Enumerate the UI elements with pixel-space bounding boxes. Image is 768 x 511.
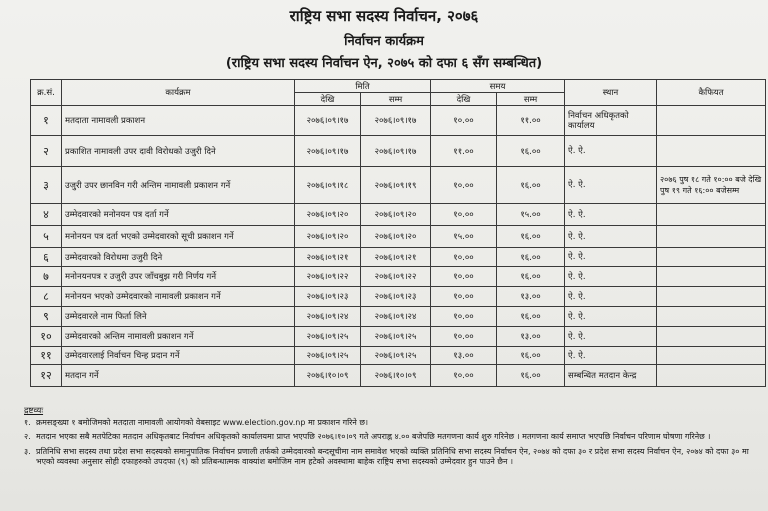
note-item: [24, 447, 764, 468]
row-date-to: २०७६।०९।१९: [361, 167, 431, 204]
row-remarks: [657, 307, 766, 327]
row-time-from: १०.००: [431, 267, 497, 287]
table-row: [31, 327, 766, 347]
row-program: उम्मेदवारको विरोधमा उजुरी दिने: [62, 248, 295, 267]
row-place: निर्वाचन अधिकृतको कार्यालय: [565, 106, 657, 136]
row-place: सम्बन्धित मतदान केन्द्र: [565, 365, 657, 387]
table-row: [31, 267, 766, 287]
table-header-row: [31, 80, 766, 93]
row-time-to: १६.००: [497, 307, 565, 327]
row-sn: १२: [31, 365, 62, 387]
row-time-to: १३.००: [497, 287, 565, 307]
row-remarks: [657, 267, 766, 287]
header-date: मिति: [295, 80, 431, 93]
row-date-to: २०७६।०९।२२: [361, 267, 431, 287]
row-sn: ८: [31, 287, 62, 307]
row-place: ऐ. ऐ.: [565, 347, 657, 365]
table-row: [31, 347, 766, 365]
row-remarks: [657, 327, 766, 347]
row-date-from: २०७६।०९।२०: [295, 204, 361, 226]
row-date-from: २०७६।०९।२५: [295, 327, 361, 347]
row-place: ऐ. ऐ.: [565, 307, 657, 327]
row-time-from: १०.००: [431, 204, 497, 226]
row-program: मतदाता नामावली प्रकाशन: [62, 106, 295, 136]
row-sn: ३: [31, 167, 62, 204]
row-place: ऐ. ऐ.: [565, 167, 657, 204]
header-time: समय: [431, 80, 565, 93]
row-sn: ७: [31, 267, 62, 287]
header-sn: क्र.सं.: [31, 80, 62, 106]
table-row: [31, 226, 766, 248]
row-place: ऐ. ऐ.: [565, 248, 657, 267]
row-date-to: २०७६।०९।२५: [361, 327, 431, 347]
row-program: मनोनयन भएको उम्मेदवारको नामावली प्रकाशन गर्ने: [62, 287, 295, 307]
row-place: ऐ. ऐ.: [565, 327, 657, 347]
row-remarks: [657, 226, 766, 248]
header-date-from: देखि: [295, 93, 361, 106]
row-date-to: २०७६।०९।१७: [361, 106, 431, 136]
note-text: प्रतिनिधि सभा सदस्य तथा प्रदेश सभा सदस्यको समानुपातिक निर्वाचन प्रणाली तर्फको उम्मेदवारको बन्दसूचीमा नाम समावेश भएको व्यक्ति प्रतिनिधि सभा सदस्य निर्वाचन ऐन, २०७४ को दफा ३० र प्रदेश सभा सदस्य निर्वाचन ऐन, २०७४ को दफा ३० मा भएको व्यवस्था अनुसार सोही दफाहरुको उपदफा (९) को प्रतिबन्धात्मक वाक्यांश बमोजिम नाम हटेको अवस्थामा बाहेक राष्ट्रिय सभा सदस्यको उम्मेदवार हुन पाउने छैन ।: [36, 446, 749, 466]
header-time-to: सम्म: [497, 93, 565, 106]
row-program: उजुरी उपर छानविन गरी अन्तिम नामावली प्रकाशन गर्ने: [62, 167, 295, 204]
row-date-from: २०७६।०९।२५: [295, 347, 361, 365]
row-remarks: [657, 106, 766, 136]
notes-heading: द्रष्टव्यः: [24, 406, 44, 416]
note-text: क्रमसङ्ख्या १ बमोजिमको मतदाता नामावली आयोगको वेबसाइट www.election.gov.np मा प्रकाशन गरिने छ।: [36, 417, 369, 427]
note-number: ३.: [24, 446, 31, 456]
table-row: [31, 365, 766, 387]
row-sn: ५: [31, 226, 62, 248]
table-row: [31, 167, 766, 204]
table-row: [31, 106, 766, 136]
table-row: [31, 287, 766, 307]
row-sn: ११: [31, 347, 62, 365]
row-time-to: १६.००: [497, 167, 565, 204]
row-date-from: २०७६।०९।१८: [295, 167, 361, 204]
table-row: [31, 307, 766, 327]
row-time-from: १५.००: [431, 226, 497, 248]
row-sn: ४: [31, 204, 62, 226]
row-time-to: ११.००: [497, 106, 565, 136]
header-date-to: सम्म: [361, 93, 431, 106]
row-date-to: २०७६।०९।२१: [361, 248, 431, 267]
header-time-from: देखि: [431, 93, 497, 106]
row-time-from: १३.००: [431, 347, 497, 365]
row-program: उम्मेदवारलाई निर्वाचन चिन्ह प्रदान गर्ने: [62, 347, 295, 365]
row-remarks: [657, 287, 766, 307]
row-remarks: [657, 248, 766, 267]
row-date-to: २०७६।१०।०९: [361, 365, 431, 387]
header-remarks: कैफियत: [657, 80, 766, 106]
row-time-from: १०.००: [431, 287, 497, 307]
row-time-to: १६.००: [497, 347, 565, 365]
note-item: [24, 418, 764, 429]
row-time-to: १६.००: [497, 365, 565, 387]
header-place: स्थान: [565, 80, 657, 106]
legal-reference: (राष्ट्रिय सभा सदस्य निर्वाचन ऐन, २०७५ को दफा ६ सँग सम्बन्धित): [225, 56, 543, 71]
page-title: राष्ट्रिय सभा सदस्य निर्वाचन, २०७६: [289, 7, 479, 25]
row-date-to: २०७६।०९।२०: [361, 226, 431, 248]
row-program: उम्मेदवारले नाम फिर्ता लिने: [62, 307, 295, 327]
row-remarks: [657, 136, 766, 167]
note-text: मतदान भएका सबै मतपेटिका मतदान अधिकृतबाट निर्वाचन अधिकृतको कार्यालयमा प्राप्त भएपछि २०७६।१०।०९ गते अपराह्न ४.०० बजेपछि मतगणना कार्य शुरु गरिनेछ । मतगणना कार्य समाप्त भएपछि निर्वाचन परिणाम घोषणा गरिनेछ ।: [36, 432, 711, 441]
row-place: ऐ. ऐ.: [565, 226, 657, 248]
row-program: उम्मेदवारको अन्तिम नामावली प्रकाशन गर्ने: [62, 327, 295, 347]
row-program: मतदान गर्ने: [62, 365, 295, 387]
notes-section: [24, 406, 764, 472]
row-date-from: २०७६।०९।१७: [295, 136, 361, 167]
row-time-from: १०.००: [431, 365, 497, 387]
page-subtitle: निर्वाचन कार्यक्रम: [344, 34, 424, 49]
row-program: प्रकाशित नामावली उपर दावी विरोधको उजुरी दिने: [62, 136, 295, 167]
row-sn: २: [31, 136, 62, 167]
row-time-to: १३.००: [497, 327, 565, 347]
note-item: [24, 432, 764, 443]
note-number: १.: [24, 417, 31, 427]
row-time-from: १०.००: [431, 248, 497, 267]
row-remarks: [657, 365, 766, 387]
row-date-from: २०७६।०९।२३: [295, 287, 361, 307]
row-time-to: १६.००: [497, 136, 565, 167]
table-row: [31, 136, 766, 167]
row-place: ऐ. ऐ.: [565, 204, 657, 226]
election-schedule-table: [30, 79, 766, 387]
row-program: मनोनयनपत्र र उजुरी उपर जाँचबुझ गरी निर्णय गर्ने: [62, 267, 295, 287]
row-time-to: १६.००: [497, 248, 565, 267]
header-program: कार्यक्रम: [62, 80, 295, 106]
row-place: ऐ. ऐ.: [565, 267, 657, 287]
row-time-from: ११.००: [431, 136, 497, 167]
row-sn: १०: [31, 327, 62, 347]
row-program: उम्मेदवारको मनोनयन पत्र दर्ता गर्ने: [62, 204, 295, 226]
row-date-to: २०७६।०९।२४: [361, 307, 431, 327]
table-row: [31, 204, 766, 226]
row-date-from: २०७६।०९।१७: [295, 106, 361, 136]
row-date-from: २०७६।०९।२२: [295, 267, 361, 287]
row-date-to: २०७६।०९।१७: [361, 136, 431, 167]
row-date-from: २०७६।१०।०९: [295, 365, 361, 387]
note-number: २.: [24, 432, 31, 441]
row-place: ऐ. ऐ.: [565, 136, 657, 167]
row-time-to: १६.००: [497, 267, 565, 287]
row-date-to: २०७६।०९।२०: [361, 204, 431, 226]
row-remarks: २०७६ पुष १८ गते १०:०० बजे देखि पुष १९ गते १६:०० बजेसम्म: [657, 167, 766, 204]
row-time-from: १०.००: [431, 167, 497, 204]
row-sn: १: [31, 106, 62, 136]
row-date-from: २०७६।०९।२४: [295, 307, 361, 327]
row-remarks: [657, 204, 766, 226]
row-time-to: १६.००: [497, 226, 565, 248]
table-row: [31, 248, 766, 267]
row-time-from: १०.००: [431, 327, 497, 347]
row-time-from: १०.००: [431, 106, 497, 136]
row-remarks: [657, 347, 766, 365]
row-sn: ६: [31, 248, 62, 267]
row-date-from: २०७६।०९।२०: [295, 226, 361, 248]
row-time-from: १०.००: [431, 307, 497, 327]
row-date-from: २०७६।०९।२१: [295, 248, 361, 267]
row-place: ऐ. ऐ.: [565, 287, 657, 307]
row-date-to: २०७६।०९।२३: [361, 287, 431, 307]
row-sn: ९: [31, 307, 62, 327]
row-time-to: १५.००: [497, 204, 565, 226]
row-program: मनोनयन पत्र दर्ता भएको उम्मेदवारको सूची प्रकाशन गर्ने: [62, 226, 295, 248]
row-date-to: २०७६।०९।२५: [361, 347, 431, 365]
